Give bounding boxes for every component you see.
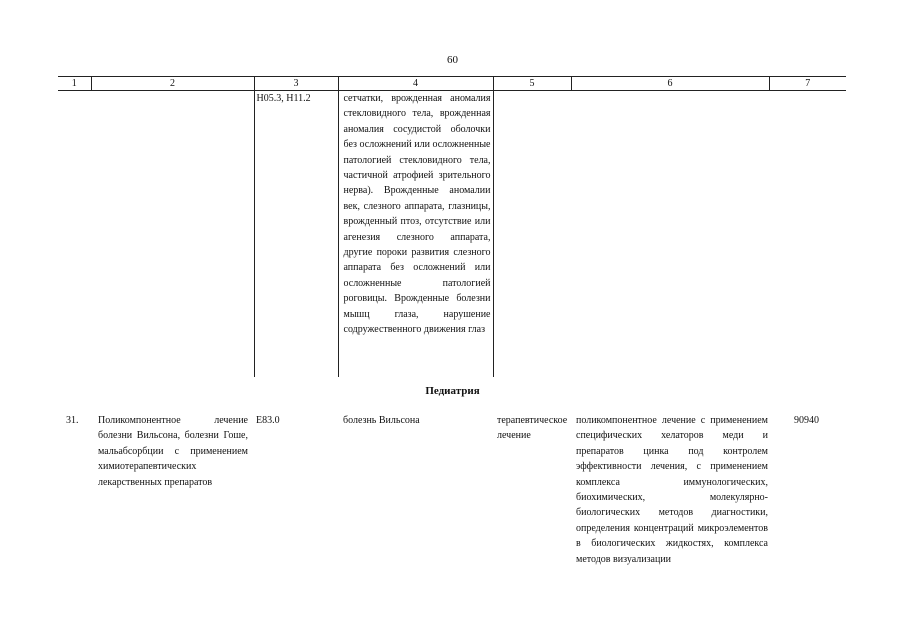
col-header-4: 4 [338,77,493,91]
col-header-2: 2 [91,77,254,91]
medical-care-table [58,76,846,377]
entry-treatment-type: терапевтическое лечение [497,415,568,442]
entry-model: болезнь Вильсона [343,415,420,426]
col-header-7: 7 [769,77,846,91]
continuation-model-text: сетчатки, врожденная аномалия стекловидного тела, врожденная аномалия сосудистой оболочки без осложнений или осложненные патологией стекловидного тела, частичной атрофией зрительного нерва). Врожденные аномалии век, слезного аппарата, глазницы, врожденный птоз, отсутствие или агенезия слезного аппарата, другие пороки развития слезного аппарата без осложнений или осложненные патологией роговицы. Врожденные болезни мышц глаза, нарушение содружественного движения глаз [343,93,491,336]
page-number: 60 [447,54,458,66]
col-header-1: 1 [58,77,91,91]
entry-name: Поликомпонентное лечение болезни Вильсона, болезни Гоше, мальабсорбции с применением химиотерапевтических лекарственных препаратов [98,415,248,488]
entry-cost: 90940 [794,415,819,426]
continuation-model [338,91,493,378]
col-header-3: 3 [254,77,338,91]
continuation-row [58,91,846,378]
entry-method: поликомпонентное лечение с применением специфических хелаторов меди и препаратов цинка под контролем эффективности лечения, с применением комплекса иммунологических, биохимических, молекулярно-биологических методов диагностики, определения концентраций микроэлементов в биологических жидкостях, комплекса методов визуализации [576,415,768,565]
continuation-codes: H05.3, H11.2 [254,91,338,378]
column-number-row [58,77,846,91]
section-title: Педиатрия [425,385,480,397]
col-header-6: 6 [571,77,769,91]
entry-number: 31. [66,415,79,426]
entry-code: E83.0 [256,415,280,426]
col-header-5: 5 [493,77,571,91]
